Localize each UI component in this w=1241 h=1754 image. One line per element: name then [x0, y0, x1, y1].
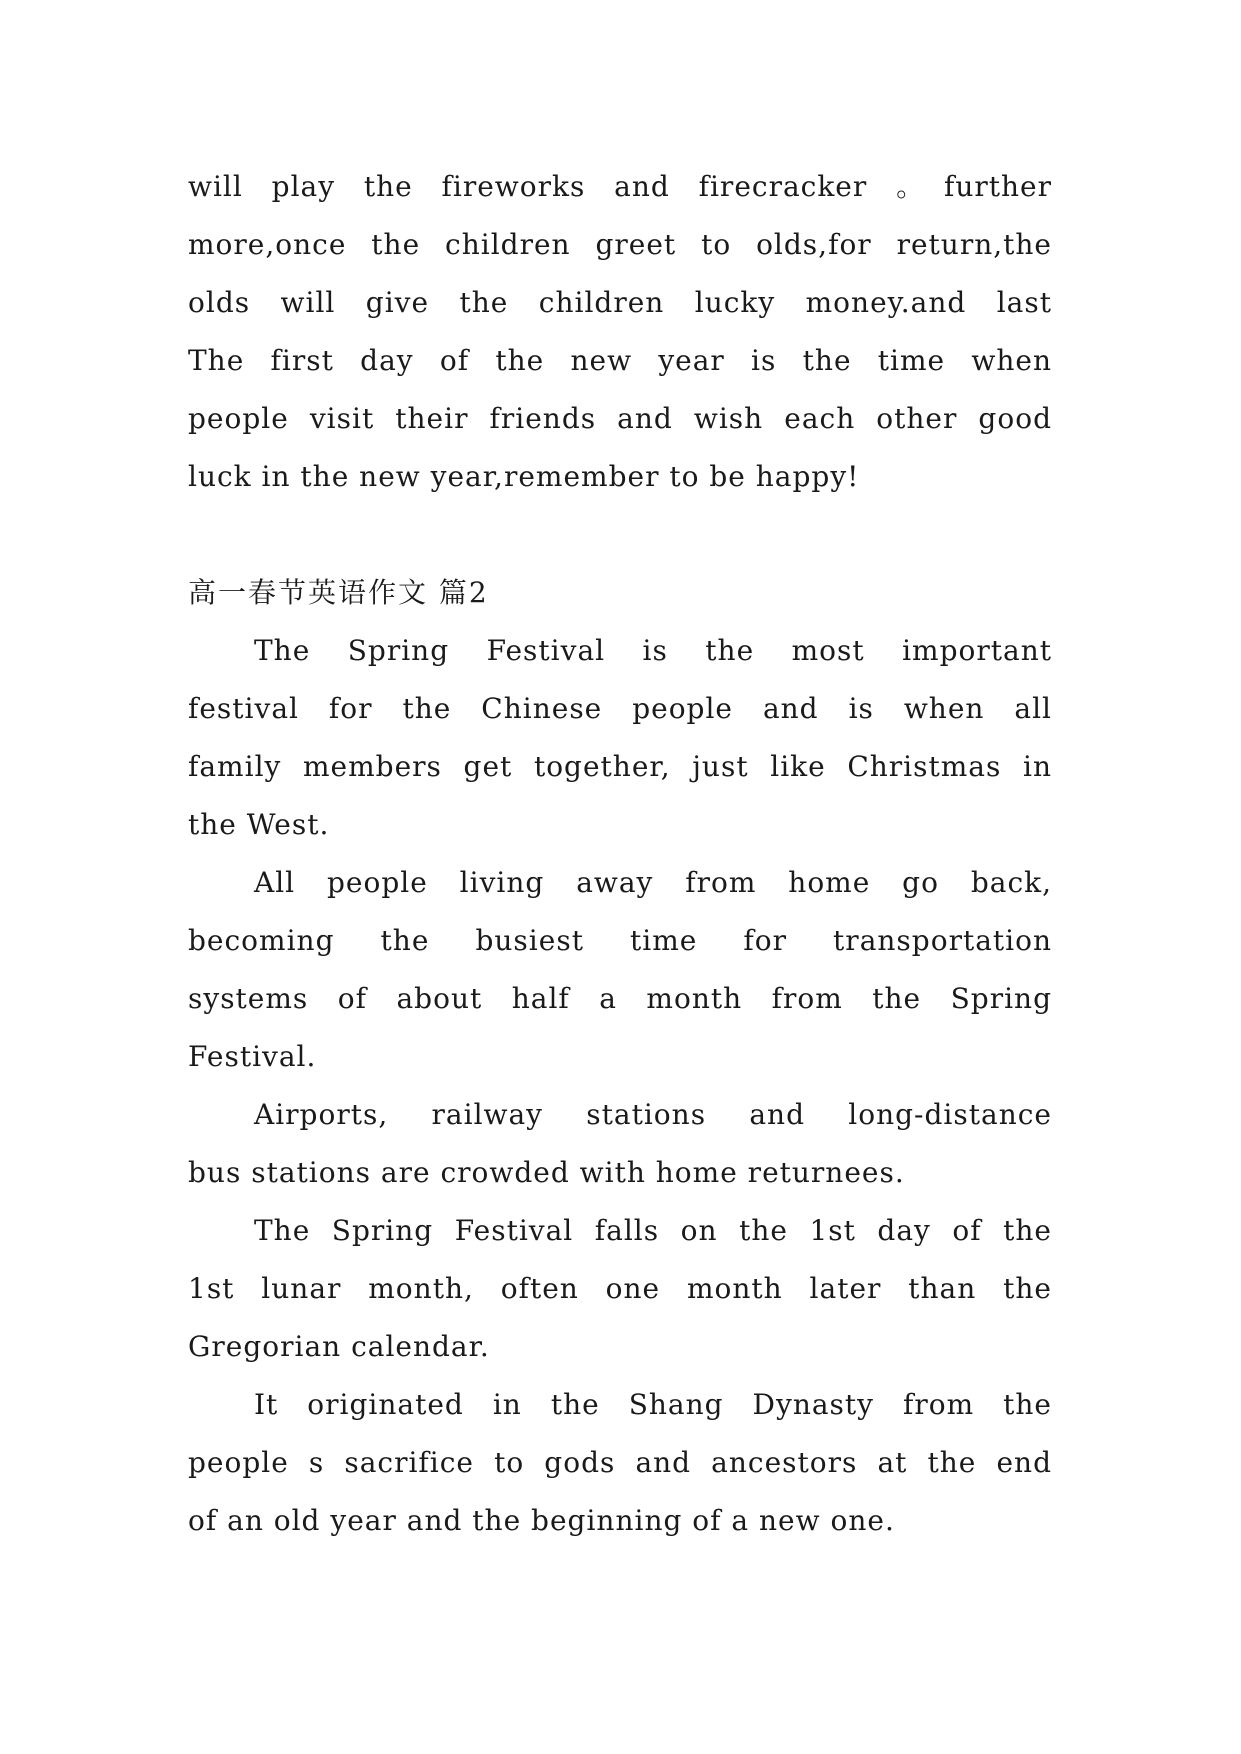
paragraph-5 [188, 1376, 1052, 1550]
text-line: olds will give the children lucky money.and last [188, 286, 1052, 319]
text-line: luck in the new year,remember to be happy! [188, 460, 860, 493]
text-line: festival for the Chinese people and is when all [188, 692, 1052, 725]
paragraph-3 [188, 1086, 1052, 1202]
text-line: Festival. [188, 1040, 317, 1073]
text-line: bus stations are crowded with home returnees. [188, 1156, 905, 1189]
text-line: It originated in the Shang Dynasty from the [254, 1388, 1052, 1421]
paragraph-1 [188, 622, 1052, 854]
document-page [188, 158, 1052, 1550]
text-line: Gregorian calendar. [188, 1330, 490, 1363]
text-line: The first day of the new year is the time when [188, 344, 1052, 377]
text-line: the West. [188, 808, 330, 841]
paragraph-4 [188, 1202, 1052, 1376]
text-line: of an old year and the beginning of a new one. [188, 1504, 895, 1537]
paragraph-continued [188, 158, 1052, 506]
text-line: The Spring Festival falls on the 1st day of the [254, 1214, 1052, 1247]
paragraph-2 [188, 854, 1052, 1086]
text-line: systems of about half a month from the Spring [188, 982, 1052, 1015]
text-line: All people living away from home go back, [254, 866, 1052, 899]
text-line: becoming the busiest time for transportation [188, 924, 1052, 957]
text-line: The Spring Festival is the most important [254, 634, 1052, 667]
section-heading: 高一春节英语作文 篇2 [188, 576, 489, 609]
text-line: will play the fireworks and firecracker 。further [188, 170, 1052, 203]
text-line: people s sacrifice to gods and ancestors at the end [188, 1446, 1052, 1479]
text-line: more,once the children greet to olds,for return,the [188, 228, 1052, 261]
text-line: Airports, railway stations and long-distance [254, 1098, 1052, 1131]
text-line: people visit their friends and wish each other good [188, 402, 1052, 435]
text-line: family members get together, just like Christmas in [188, 750, 1052, 783]
text-line: 1st lunar month, often one month later than the [188, 1272, 1052, 1305]
